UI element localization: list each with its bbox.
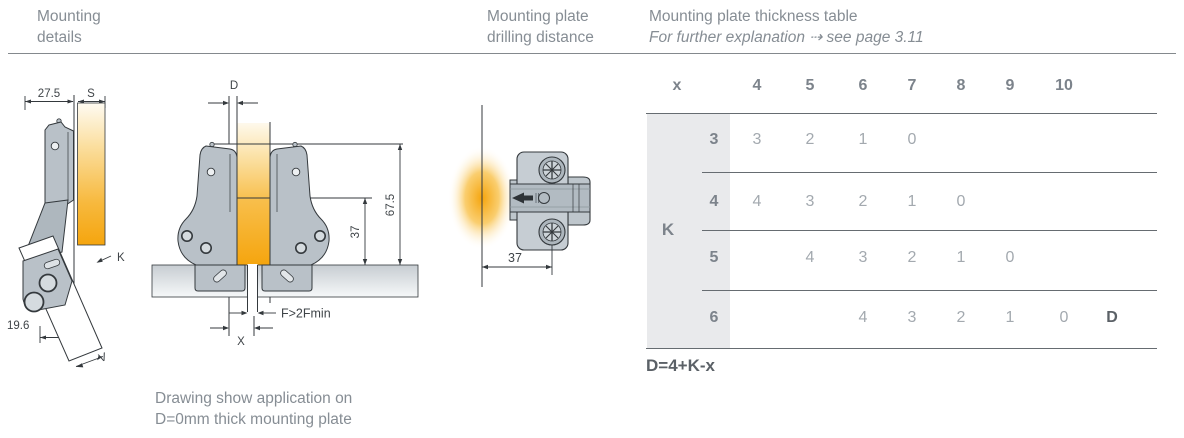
table-cell: 4 [858, 309, 868, 326]
hinge-side-view-drawing [2, 60, 147, 380]
table-cell: 2 [907, 249, 917, 266]
table-cell: 0 [956, 193, 966, 210]
dim-label-67-5: 67.5 [385, 193, 397, 217]
dim-label-37: 37 [508, 251, 522, 265]
k-row-label: 4 [709, 193, 719, 210]
title-line: details [37, 29, 82, 46]
table-cell: 2 [858, 193, 868, 210]
table-axis-label: K [661, 220, 675, 239]
col-header: 5 [805, 77, 815, 94]
table-cell: 4 [805, 249, 815, 266]
table-rule [646, 113, 1157, 114]
section-title-drilling-distance [487, 6, 594, 48]
col-header: 7 [907, 77, 917, 94]
title-line: Mounting plate [487, 8, 589, 25]
table-cell: 1 [956, 249, 966, 266]
caption-line: Drawing show application on [155, 390, 353, 407]
table-cell: 0 [907, 131, 917, 148]
table-cell: 1 [858, 131, 868, 148]
mounting-plate-drawing [455, 95, 655, 295]
screw-icon [539, 157, 565, 183]
see-page-note: For further explanation ⇢ see page 3.11 [649, 29, 924, 46]
thickness-formula: D=4+K-x [646, 356, 715, 375]
thickness-table [646, 60, 1157, 390]
table-cell: 1 [1005, 309, 1015, 326]
drawing-caption [155, 388, 352, 430]
door-gap-slot [248, 264, 258, 312]
table-cell: 3 [858, 249, 868, 266]
dim-label-19-6: 19.6 [7, 320, 30, 332]
title-line: Mounting [37, 8, 101, 25]
hinge-cup [23, 249, 72, 312]
table-cell: 1 [907, 193, 917, 210]
dim-label-37: 37 [350, 225, 362, 239]
table-cell: 2 [956, 309, 966, 326]
table-rule [702, 172, 1157, 173]
dim-label-27-5: 27.5 [37, 88, 61, 100]
table-cell: 2 [805, 131, 815, 148]
dim-label-v: V [97, 351, 109, 366]
table-rule [646, 348, 1157, 349]
title-line: Mounting plate thickness table [649, 8, 858, 25]
caption-line: D=0mm thick mounting plate [155, 411, 352, 428]
table-cell: 3 [752, 131, 762, 148]
wood-panel [78, 103, 106, 245]
table-cell: 0 [1005, 249, 1015, 266]
table-corner-label: x [672, 77, 682, 94]
col-header: 6 [858, 77, 868, 94]
section-title-mounting-details [37, 6, 101, 48]
title-line: drilling distance [487, 29, 594, 46]
table-cell: 3 [805, 193, 815, 210]
table-cell: 0 [1059, 309, 1069, 326]
table-rule [702, 290, 1157, 291]
mounting-plate [510, 152, 590, 250]
dim-label-k: K [117, 252, 125, 264]
k-row-label: 3 [709, 131, 719, 148]
col-header: 10 [1055, 77, 1073, 94]
result-column-label: D [1106, 309, 1118, 326]
dim-label-d: D [229, 80, 239, 92]
section-title-thickness-table [649, 6, 924, 48]
table-cell: 4 [752, 193, 762, 210]
col-header: 4 [752, 77, 762, 94]
dim-label-x: X [237, 336, 245, 348]
k-row-label: 6 [709, 309, 719, 326]
screw-icon [539, 219, 565, 245]
k-row-label: 5 [709, 249, 719, 266]
table-cell: 3 [907, 309, 917, 326]
col-header: 8 [956, 77, 966, 94]
cross-section-drawing [150, 60, 422, 370]
dim-label-f: F>2Fmin [281, 306, 331, 321]
col-header: 9 [1005, 77, 1015, 94]
table-rule [702, 230, 1157, 231]
dim-label-s: S [87, 88, 95, 100]
header-divider [8, 53, 1176, 54]
